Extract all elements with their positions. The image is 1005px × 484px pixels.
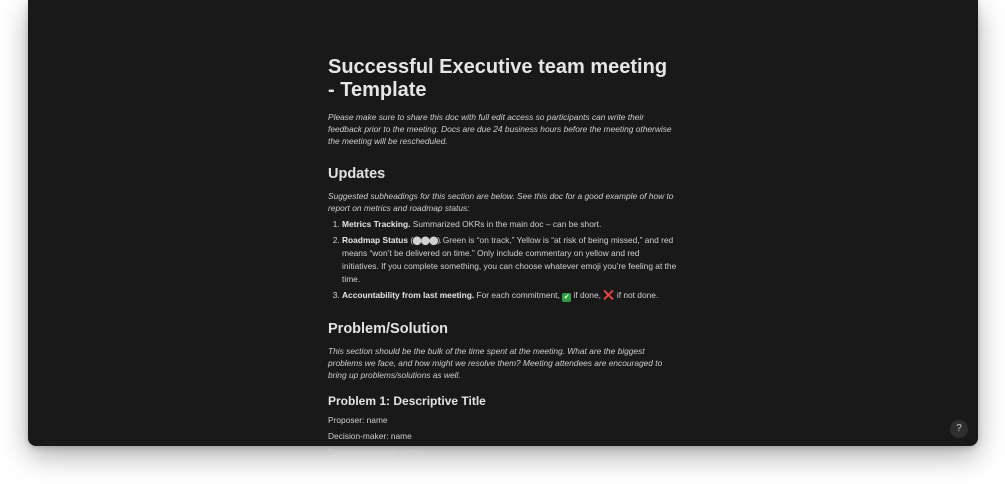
list-item-text: if done,	[573, 290, 601, 300]
cross-mark-icon: ❌	[603, 290, 615, 300]
status-dots-icon: (⬤⬤⬤).	[410, 235, 441, 245]
document	[328, 56, 678, 462]
decision-maker-field: Decision-maker: name	[328, 431, 412, 441]
list-item-text: For each commitment,	[476, 290, 560, 300]
decision-date-field: Decision needed by: date	[328, 447, 423, 457]
list-item-text: Green is “on track,” Yellow is “at risk of being missed,” and red means “won’t be delivered on time.” Only include commentary on yellow and red initiatives. If you complete something, you can choose whatever emoji you’re feeling at the time.	[342, 235, 677, 284]
check-mark-icon: ✔	[563, 294, 570, 301]
list-item-label: Metrics Tracking.	[342, 219, 411, 229]
list-item-label: Accountability from last meeting.	[342, 290, 475, 300]
list-item-label: Roadmap Status	[342, 235, 409, 245]
help-button[interactable]: ?	[950, 420, 968, 438]
list-item-accountability	[342, 289, 678, 302]
page-title: Successful Executive team meeting - Template	[328, 56, 668, 101]
updates-heading: Updates	[328, 166, 386, 182]
problem-solution-heading: Problem/Solution	[328, 321, 449, 337]
problem-note: This section should be the bulk of the time spent at the meeting. What are the biggest problems we face, and how might we resolve them? Meeting attendees are encouraged to bring up problems/solutions as well.	[328, 346, 663, 380]
problem-1-heading: Problem 1: Descriptive Title	[328, 394, 486, 408]
intro-note: Please make sure to share this doc with full edit access so participants can write their feedback prior to the meeting. Docs are due 24 business hours before the meeting otherwise the meeting will be rescheduled.	[328, 112, 672, 146]
list-item-text: Summarized OKRs in the main doc – can be short.	[412, 219, 602, 229]
proposer-field: Proposer: name	[328, 415, 388, 425]
list-item-metrics	[342, 218, 678, 231]
app-window	[28, 0, 978, 457]
updates-note: Suggested subheadings for this section are below. See this doc for a good example of how to report on metrics and roadmap status:	[328, 191, 674, 213]
list-item-roadmap	[342, 234, 678, 286]
list-item-text: if not done.	[616, 290, 659, 300]
updates-list	[328, 218, 678, 302]
